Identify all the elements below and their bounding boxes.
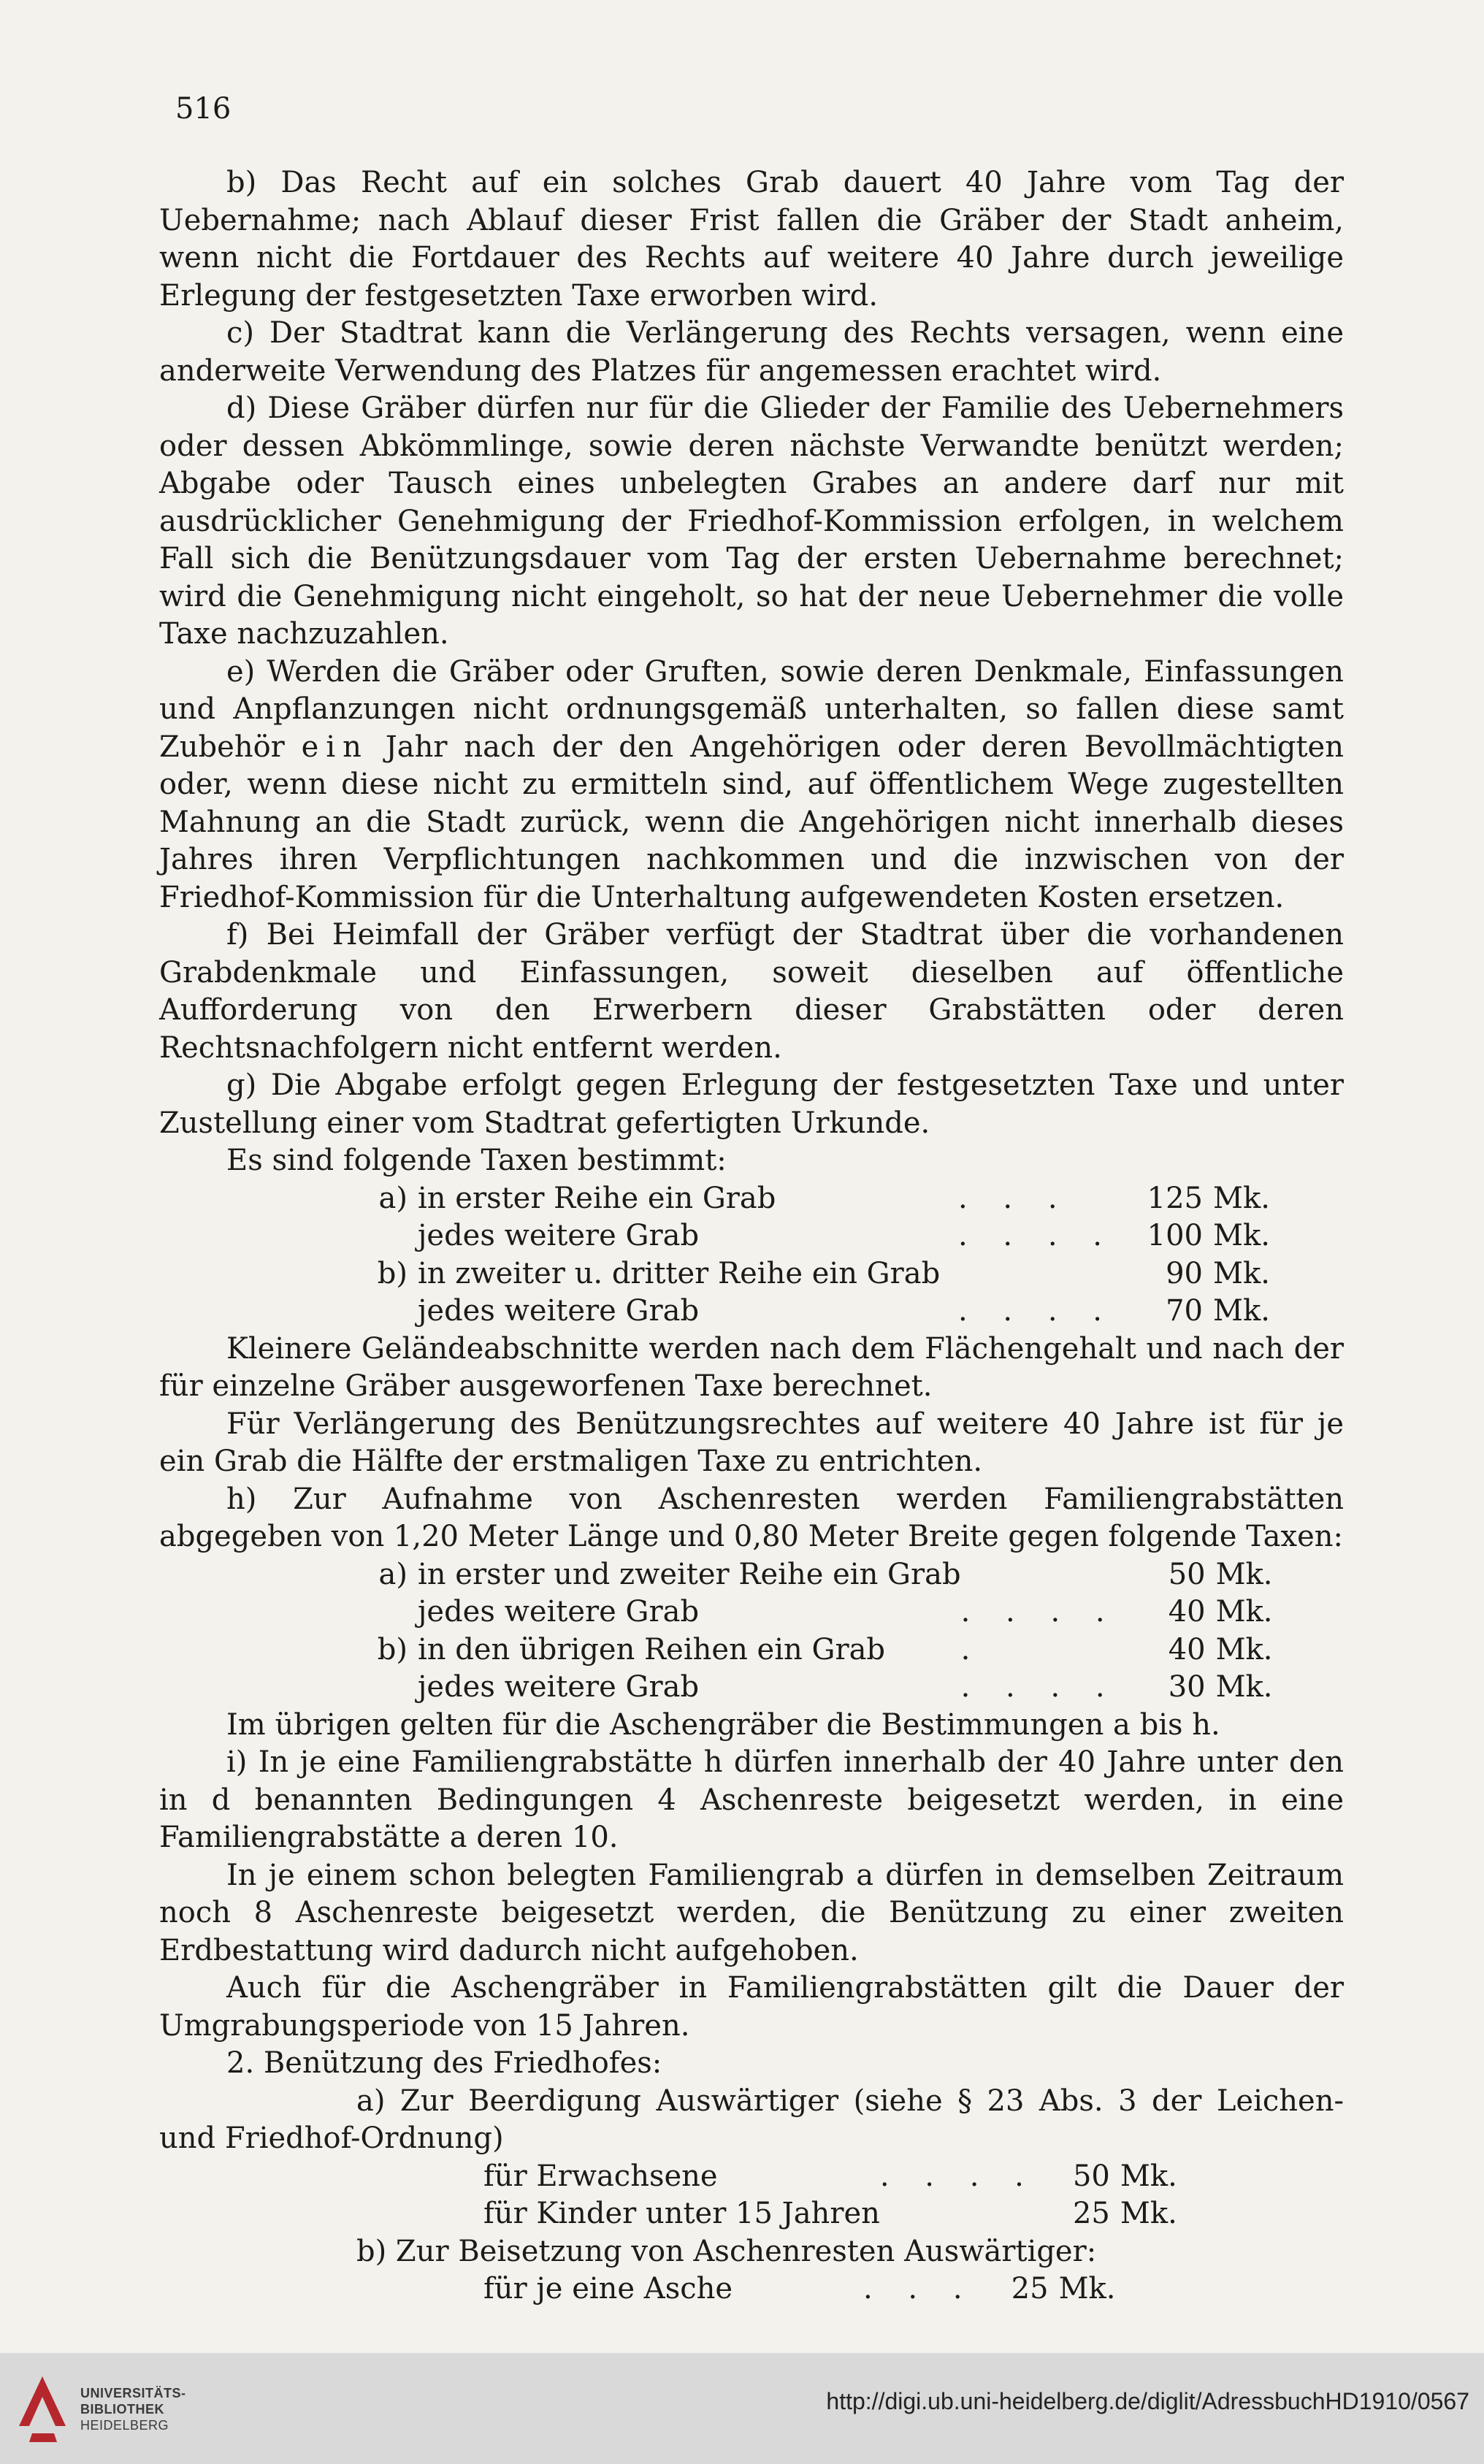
paragraph-e-part2: Jahr nach der den Angehörigen oder deren Bevollmächtigten oder, wenn diese nicht zu ermitteln sind, auf öffentlichem Wege zugestellten Mahnung an die Stadt zurück, wenn die Angehörigen nicht innerhalb dieses Jahres ihren Verpflichtungen nachkommen und die inzwischen von der Friedhof-Kommission für die Unterhaltung aufgewendeten Kosten ersetzen.	[159, 730, 1344, 914]
tariff-label: b)	[377, 1256, 408, 1290]
paragraph-verlaengerung: Für Verlängerung des Benützungsrechtes auf weitere 40 Jahre ist für je ein Grab die Hälfte der erstmaligen Taxe zu entrichten.	[159, 1407, 1344, 1478]
tariff-amount: 125	[1147, 1181, 1204, 1215]
tariff-leader-dots: . . . .	[960, 1670, 1118, 1704]
tariff-unit: Mk.	[1058, 2272, 1116, 2306]
tariff-row	[159, 1669, 1344, 1707]
paragraph-2b: b) Zur Beisetzung von Aschenresten Auswärtiger:	[356, 2234, 1097, 2268]
tariff-leader-dots	[958, 1255, 1115, 1293]
tariff-description: in erster und zweiter Reihe ein Grab	[418, 1557, 961, 1591]
tariff-row	[159, 1593, 1344, 1631]
tariff-leader-dots: .	[960, 1632, 984, 1667]
tariff-unit: Mk.	[1213, 1256, 1270, 1290]
tariff-row	[159, 1293, 1344, 1331]
tariff-description: für Erwachsene	[483, 2159, 718, 2193]
tariff-row	[159, 1255, 1344, 1293]
tariff-unit: Mk.	[1120, 2159, 1177, 2193]
tariff-description: für je eine Asche	[483, 2272, 733, 2306]
tariff-label	[159, 1217, 418, 1255]
tariff-row	[159, 1217, 1344, 1255]
page-number: 516	[175, 92, 232, 126]
tariff-row	[159, 1180, 1344, 1218]
footer-bar	[0, 2353, 1484, 2464]
paragraph-c: c) Der Stadtrat kann die Verlängerung des Rechts versagen, wenn eine anderweite Verwendung des Platzes für angemessen erachtet wird.	[159, 316, 1344, 388]
tariff-leader-dots: . . . .	[879, 2159, 1037, 2193]
logo-line-3: HEIDELBERG	[80, 2418, 169, 2433]
tariff-leader-dots: . . .	[863, 2272, 976, 2306]
tariff-amount: 40	[1168, 1632, 1206, 1667]
tariff-description: jedes weitere Grab	[418, 1670, 700, 1704]
paragraph-d: d) Diese Gräber dürfen nur für die Glieder der Familie des Uebernehmers oder dessen Abkömmlinge, sowie deren nächste Verwandte benützt werden; Abgabe oder Tausch eines unbelegten Grabes an andere darf nur mit ausdrücklicher Genehmigung der Friedhof-Kommission erfolgen, in welchem Fall sich die Benützungsdauer vom Tag der ersten Uebernahme berechnet; wird die Genehmigung nicht eingeholt, so hat der neue Uebernehmer die volle Taxe nachzuzahlen.	[159, 391, 1344, 651]
tariff-amount: 50	[1168, 1557, 1206, 1591]
tariff-description: jedes weitere Grab	[418, 1219, 700, 1252]
tariff-leader-dots: . . . .	[960, 1595, 1118, 1629]
tariff-leader-dots	[880, 2195, 1037, 2233]
tariff-description: jedes weitere Grab	[418, 1294, 700, 1328]
paragraph-i: i) In je eine Familiengrabstätte h dürfen innerhalb der 40 Jahre unter den in d benannten Bedingungen 4 Aschenreste beigesetzt werden, in eine Familiengrabstätte a deren 10.	[159, 1745, 1344, 1854]
tariff-unit: Mk.	[1120, 2197, 1177, 2230]
tariff-label	[159, 1669, 418, 1707]
tariff-label: a)	[378, 1557, 408, 1591]
tariff-unit: Mk.	[1215, 1557, 1273, 1591]
paragraph-e-part1: e) Werden die Gräber oder Gruften, sowie deren Denkmale, Einfassungen und Anpflanzungen nicht ordnungsgemäß unterhalten, so fallen diese samt Zubehör	[159, 654, 1344, 764]
taxen-graeber-table	[159, 1180, 1344, 1331]
paragraph-familiengrab: In je einem schon belegten Familiengrab a dürfen in demselben Zeitraum noch 8 Aschenreste beigesetzt werden, die Benützung zu einer zweiten Erdbestattung wird dadurch nicht aufgehoben.	[159, 1858, 1344, 1967]
page-text	[159, 164, 1344, 2308]
tariff-description: jedes weitere Grab	[418, 1595, 700, 1629]
tariff-leader-dots	[961, 1556, 1118, 1594]
logo-line-1: UNIVERSITÄTS-	[80, 2386, 186, 2400]
tariff-label	[159, 2270, 483, 2308]
library-logo-text	[80, 2385, 186, 2433]
tariff-row	[159, 1631, 1344, 1669]
paragraph-e	[159, 654, 1344, 917]
tariff-label	[159, 2158, 483, 2196]
tariff-leader-dots: . . . .	[958, 1219, 1116, 1252]
tariff-description: in zweiter u. dritter Reihe ein Grab	[418, 1256, 941, 1290]
logo-line-2: BIBLIOTHEK	[80, 2402, 164, 2417]
tariff-unit: Mk.	[1213, 1294, 1270, 1328]
paragraph-im-uebrigen: Im übrigen gelten für die Aschengräber die Bestimmungen a bis h.	[226, 1707, 1220, 1742]
tariff-amount: 40	[1168, 1595, 1206, 1629]
paragraph-umgrabung: Auch für die Aschengräber in Familiengrabstätten gilt die Dauer der Umgrabungsperiode von 15 Jahren.	[159, 1971, 1344, 2043]
taxen-auswaertige-table	[159, 2158, 1344, 2233]
tariff-row	[159, 1556, 1344, 1594]
tariff-label	[159, 1293, 418, 1331]
tariff-label	[159, 1593, 418, 1631]
taxen-asche-auswaertige-table	[159, 2270, 1344, 2308]
tariff-leader-dots: . . .	[958, 1181, 1071, 1215]
library-logo[interactable]	[13, 2369, 218, 2449]
tariff-label	[159, 2195, 483, 2233]
tariff-row	[159, 2158, 1344, 2196]
tariff-unit: Mk.	[1215, 1632, 1273, 1667]
paragraph-kleinere: Kleinere Geländeabschnitte werden nach dem Flächengehalt und nach der für einzelne Gräber ausgeworfenen Taxe berechnet.	[159, 1331, 1344, 1403]
paragraph-f: f) Bei Heimfall der Gräber verfügt der Stadtrat über die vorhandenen Grabdenkmale und Einfassungen, soweit dieselben auf öffentliche Aufforderung von den Erwerbern dieser Grabstätten oder deren Rechtsnachfolgern nicht entfernt werden.	[159, 918, 1344, 1065]
tariff-amount: 25	[1072, 2197, 1110, 2230]
tariff-description: in erster Reihe ein Grab	[418, 1181, 776, 1215]
tariff-description: in den übrigen Reihen ein Grab	[418, 1632, 886, 1667]
tariff-amount: 30	[1168, 1670, 1206, 1704]
paragraph-b: b) Das Recht auf ein solches Grab dauert 40 Jahre vom Tag der Uebernahme; nach Ablauf dieser Frist fallen die Gräber der Stadt anheim, wenn nicht die Fortdauer des Rechts auf weitere 40 Jahre durch jeweilige Erlegung der festgesetzten Taxe erworben wird.	[159, 166, 1344, 313]
tariff-unit: Mk.	[1215, 1595, 1273, 1629]
tariff-unit: Mk.	[1213, 1181, 1270, 1215]
paragraph-h: h) Zur Aufnahme von Aschenresten werden Familiengrabstätten abgegeben von 1,20 Meter Länge und 0,80 Meter Breite gegen folgende Taxen:	[159, 1482, 1344, 1553]
tariff-amount: 100	[1147, 1219, 1204, 1252]
tariff-amount: 25	[1011, 2272, 1049, 2306]
library-logo-icon	[13, 2369, 73, 2449]
tariff-row	[159, 2270, 1344, 2308]
paragraph-g: g) Die Abgabe erfolgt gegen Erlegung der festgesetzten Taxe und unter Zustellung einer vom Stadtrat gefertigten Urkunde.	[159, 1068, 1344, 1140]
paragraph-e-spaced-word: ein	[301, 730, 369, 764]
tariff-amount: 70	[1166, 1294, 1204, 1328]
tariff-amount: 90	[1166, 1256, 1204, 1290]
tariff-description: für Kinder unter 15 Jahren	[483, 2197, 880, 2230]
source-url-link[interactable]: http://digi.ub.uni-heidelberg.de/diglit/AdressbuchHD1910/0567	[826, 2388, 1469, 2414]
tariff-label: b)	[377, 1632, 408, 1667]
tariff-label: a)	[378, 1181, 408, 1215]
section-2-heading: 2. Benützung des Friedhofes:	[226, 2046, 662, 2080]
tariff-amount: 50	[1072, 2159, 1110, 2193]
tariff-unit: Mk.	[1213, 1219, 1270, 1252]
taxen-aschen-table	[159, 1556, 1344, 1707]
tariff-row	[159, 2195, 1344, 2233]
paragraph-2a: a) Zur Beerdigung Auswärtiger (siehe § 23 Abs. 3 der Leichen- und Friedhof-Ordnung)	[159, 2084, 1344, 2155]
tariff-unit: Mk.	[1215, 1670, 1273, 1704]
tariff-leader-dots: . . . .	[958, 1294, 1116, 1328]
taxen-intro: Es sind folgende Taxen bestimmt:	[226, 1144, 727, 1177]
